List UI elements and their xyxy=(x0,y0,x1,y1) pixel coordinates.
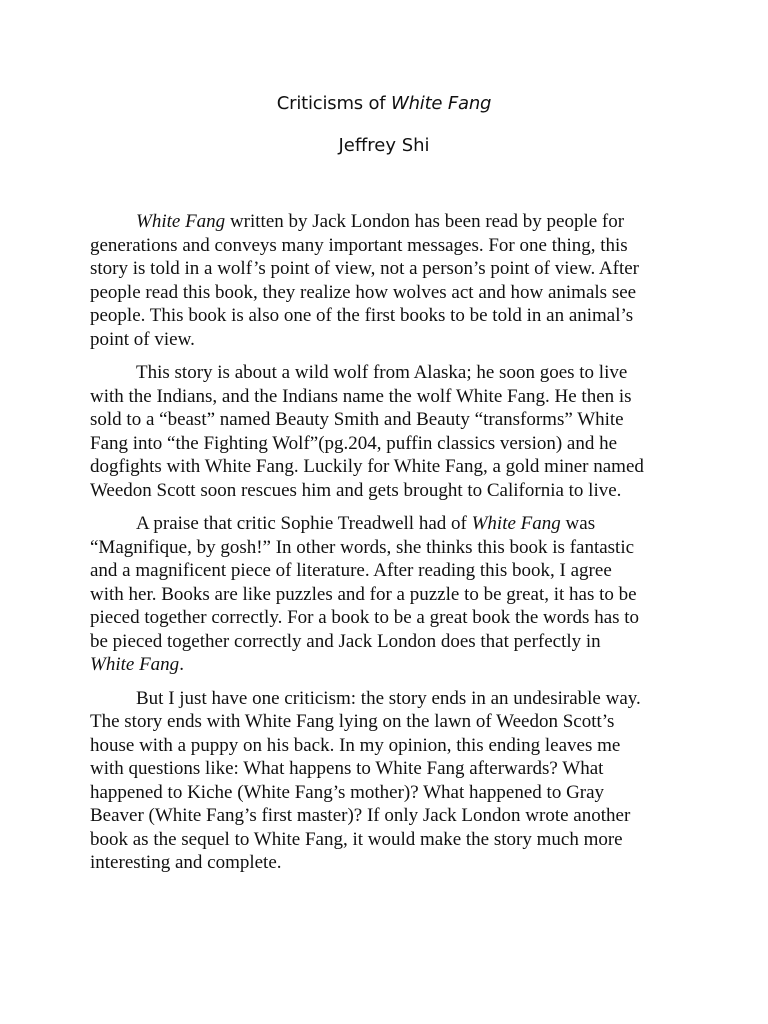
paragraph-line xyxy=(90,536,690,560)
text-run: book as the sequel to White Fang, it would make the story much more xyxy=(90,828,623,850)
text-run: “Magnifique, by gosh!” In other words, she thinks this book is fantastic xyxy=(90,536,635,558)
text-run: written by Jack London has been read by people for xyxy=(225,211,625,232)
text-run: story is told in a wolf’s point of view, not a person’s point of view. After xyxy=(90,258,639,279)
paragraph-line xyxy=(90,687,690,711)
paragraph-line xyxy=(90,781,690,805)
text-run: generations and conveys many important messages. For one thing, this xyxy=(90,234,628,256)
paragraph-line xyxy=(90,385,690,409)
text-run: point of view. xyxy=(90,328,195,350)
text-run: people. This book is also one of the first books to be told in an animal’s xyxy=(90,305,634,326)
italic-text: White Fang xyxy=(136,211,226,232)
paragraph-line xyxy=(90,757,690,781)
paragraph-line xyxy=(90,432,690,456)
text-run: was xyxy=(560,513,596,534)
paragraph-line xyxy=(90,210,690,234)
text-run: This story is about a wild wolf from Alaska; he soon goes to live xyxy=(136,362,628,383)
text-run: people read this book, they realize how wolves act and how animals see xyxy=(90,281,637,303)
paragraph-line xyxy=(90,328,690,352)
paragraph-line xyxy=(90,281,690,305)
paragraph xyxy=(90,687,690,875)
text-run: with questions like: What happens to White Fang afterwards? What xyxy=(90,758,604,779)
paragraph-line xyxy=(90,479,690,503)
text-run: But I just have one criticism: the story ends in an undesirable way. xyxy=(136,687,641,709)
paragraph-line xyxy=(90,408,690,432)
paragraph-line xyxy=(90,851,690,875)
document-title xyxy=(0,92,768,116)
italic-text: White Fang xyxy=(90,654,180,675)
paragraph-line xyxy=(90,361,690,385)
paragraph-line xyxy=(90,455,690,479)
text-run: The story ends with White Fang lying on the lawn of Weedon Scott’s xyxy=(90,711,615,732)
text-run: be pieced together correctly and Jack London does that perfectly in xyxy=(90,630,601,652)
paragraph xyxy=(90,361,690,502)
text-run: house with a puppy on his back. In my opinion, this ending leaves me xyxy=(90,734,621,756)
text-run: and a magnificent piece of literature. After reading this book, I agree xyxy=(90,560,612,581)
text-run: Weedon Scott soon rescues him and gets brought to California to live. xyxy=(90,479,622,501)
essay-body xyxy=(90,210,690,885)
paragraph-line xyxy=(90,804,690,828)
paragraph xyxy=(90,210,690,351)
text-run: sold to a “beast” named Beauty Smith and Beauty “transforms” White xyxy=(90,409,624,430)
text-run: Fang into “the Fighting Wolf”(pg.204, puffin classics version) and he xyxy=(90,432,618,454)
text-run: . xyxy=(179,654,184,675)
text-run: Beaver (White Fang’s first master)? If only Jack London wrote another xyxy=(90,805,631,826)
document-author: Jeffrey Shi xyxy=(338,135,430,156)
paragraph xyxy=(90,512,690,677)
title-book-name: White Fang xyxy=(390,93,492,114)
paragraph-line xyxy=(90,734,690,758)
paragraph-line xyxy=(90,828,690,852)
text-run: with the Indians, and the Indians name the wolf White Fang. He then is xyxy=(90,385,632,407)
text-run: with her. Books are like puzzles and for a puzzle to be great, it has to be xyxy=(90,583,637,605)
paragraph-line xyxy=(90,583,690,607)
text-run: A praise that critic Sophie Treadwell had of xyxy=(136,513,472,534)
italic-text: White Fang xyxy=(471,513,561,534)
paragraph-line xyxy=(90,559,690,583)
text-run: happened to Kiche (White Fang’s mother)? What happened to Gray xyxy=(90,781,605,803)
paragraph-line xyxy=(90,512,690,536)
paragraph-line xyxy=(90,234,690,258)
paragraph-line xyxy=(90,630,690,654)
paragraph-line xyxy=(90,304,690,328)
text-run: dogfights with White Fang. Luckily for White Fang, a gold miner named xyxy=(90,456,644,477)
paragraph-line xyxy=(90,257,690,281)
paragraph-line xyxy=(90,606,690,630)
paragraph-line xyxy=(90,710,690,734)
text-run: interesting and complete. xyxy=(90,852,282,873)
paragraph-line xyxy=(90,653,690,677)
title-prefix: Criticisms of xyxy=(276,93,391,114)
text-run: pieced together correctly. For a book to be a great book the words has to xyxy=(90,607,640,628)
